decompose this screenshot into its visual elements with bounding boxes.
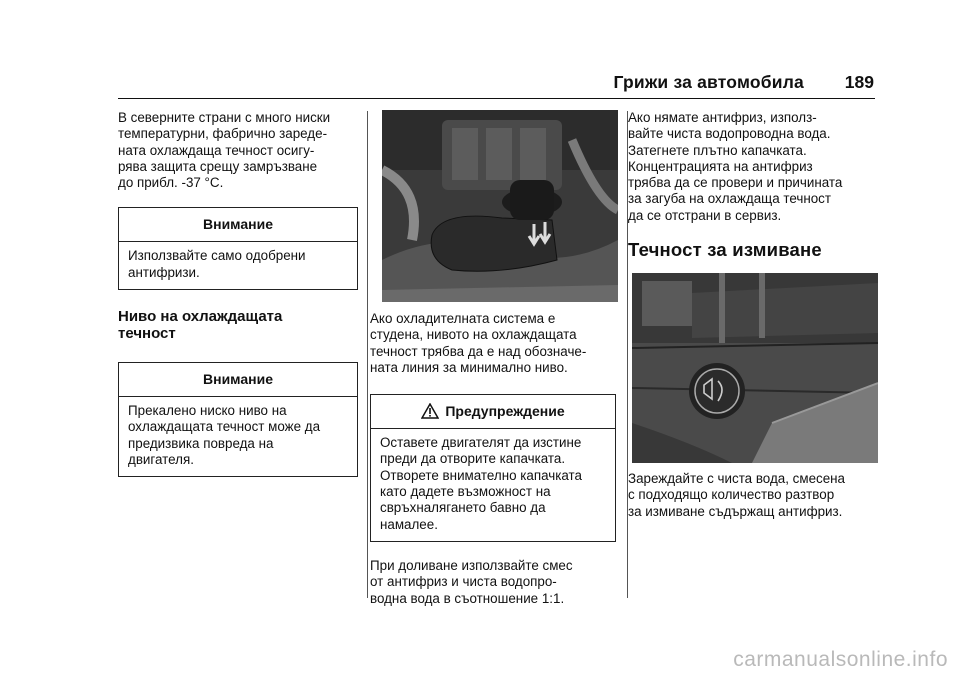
- coolant-level-caption: Ако охладителната система е студена, нивото на охлаждащата течност трябва да е над обозначе- ната линия за минимално ниво.: [370, 311, 587, 375]
- washer-reservoir-photo: [632, 273, 878, 463]
- section-subheading: Ниво на охлаждащата течност: [118, 308, 283, 343]
- washer-fill-paragraph: Зареждайте с чиста вода, смесена с подходящо количество разтвор за измиване съдържащ антифриз.: [628, 471, 845, 519]
- caution-text: Използвайте само одобрени антифризи.: [128, 248, 306, 280]
- column-1: [118, 110, 358, 477]
- warning-title: Предупреждение: [445, 403, 565, 420]
- warning-triangle-icon: [421, 403, 439, 419]
- column-2: [370, 110, 616, 607]
- intro-paragraph: В северните страни с много ниски температурни, фабрично зареде- ната охлаждаща течност осигу- рява защита срещу замръзване до прибл. -37 °C.: [118, 110, 331, 191]
- caution-title: Внимание: [119, 208, 357, 242]
- warning-text: Оставете двигателят да изстине преди да отворите капачката. Отворете внимателно капачката като дадете възможност на свръхналягането бавно да намалее.: [380, 435, 582, 532]
- caution-title: Внимание: [119, 363, 357, 397]
- caution-box-1: [118, 207, 358, 290]
- no-antifreeze-paragraph: Ако нямате антифриз, използ- вайте чиста водопроводна вода. Затегнете плътно капачката. Концентрацията на антифриз трябва да се провери и причината за загуба на охлаждаща течност да се отстрани в сервиз.: [628, 110, 843, 223]
- column-divider-1: [367, 111, 368, 598]
- caution-box-2: [118, 362, 358, 477]
- page-number: 189: [844, 72, 874, 92]
- washer-fluid-heading: Течност за измиване: [628, 239, 822, 261]
- topup-paragraph: При доливане използвайте смес от антифриз и чиста водопро- водна вода в съотношение 1:1.: [370, 557, 573, 606]
- coolant-tank-photo: [382, 110, 618, 302]
- column-3: [628, 110, 876, 520]
- warning-box: [370, 394, 616, 542]
- running-header-title: Грижи за автомобила: [613, 72, 804, 92]
- watermark: carmanualsonline.info: [733, 648, 948, 671]
- caution-text: Прекалено ниско ниво на охлаждащата течност може да предизвика повреда на двигателя.: [128, 403, 321, 467]
- header-rule: [118, 98, 875, 99]
